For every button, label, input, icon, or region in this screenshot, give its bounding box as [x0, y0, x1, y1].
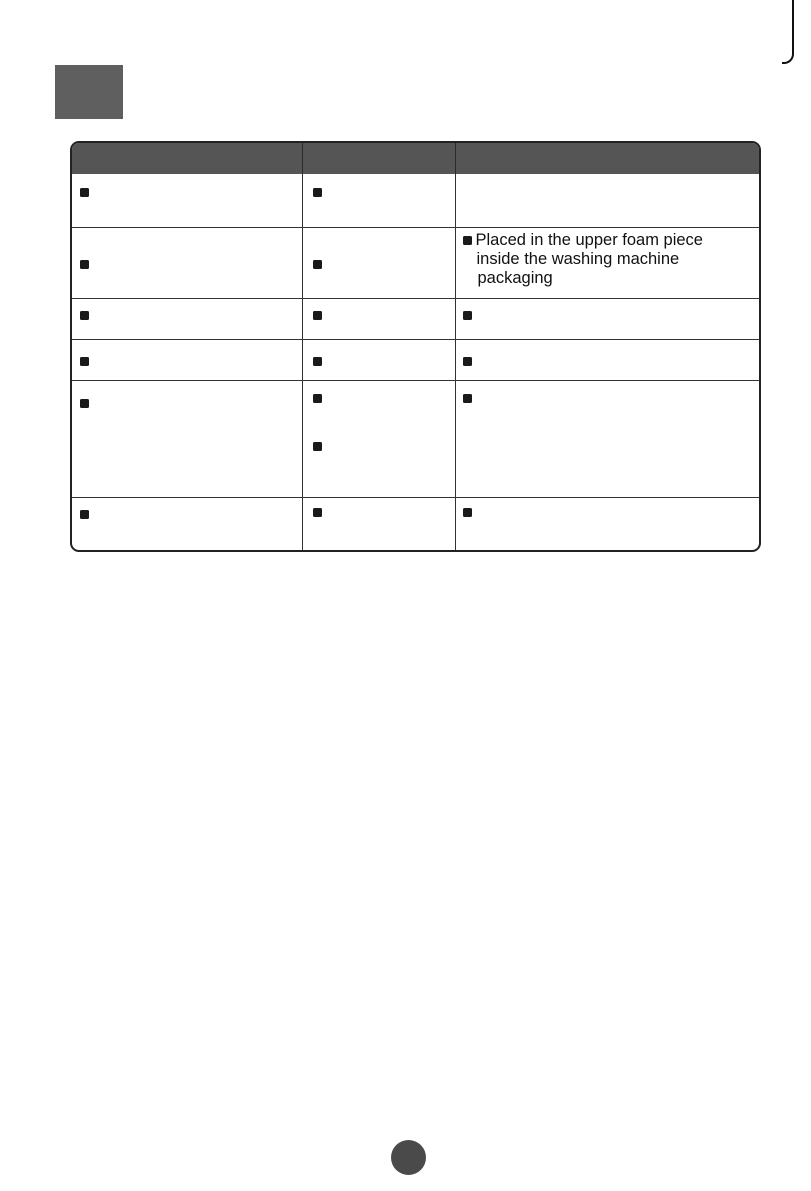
bullet-icon: [463, 236, 472, 245]
page-number-dot: [391, 1140, 426, 1175]
bullet-icon: [80, 188, 89, 197]
table-cell: [302, 380, 455, 497]
table-cell: [455, 227, 759, 298]
bullet-icon: [313, 394, 322, 403]
table-cell: [72, 298, 302, 339]
crop-mark: [782, 0, 794, 64]
table-cell: [455, 298, 759, 339]
table-cell: [455, 339, 759, 380]
table-cell: [455, 497, 759, 552]
bullet-icon: [463, 311, 472, 320]
header-cell-quantity: [302, 143, 455, 174]
table-cell: [72, 339, 302, 380]
bullet-icon: [463, 508, 472, 517]
table-cell: [302, 227, 455, 298]
bullet-icon: [313, 188, 322, 197]
table-cell: [302, 339, 455, 380]
bullet-icon: [80, 260, 89, 269]
table-header-row: [72, 143, 759, 174]
table-row: [72, 227, 759, 298]
bullet-icon: [80, 399, 89, 408]
table-row: [72, 174, 759, 227]
placement-description: [476, 231, 703, 288]
bullet-icon: [313, 260, 322, 269]
table-cell: [72, 497, 302, 552]
table-cell: [72, 227, 302, 298]
table-cell: [72, 380, 302, 497]
table-cell: [455, 380, 759, 497]
table-row: [72, 380, 759, 497]
bullet-icon: [313, 357, 322, 366]
table-row: [72, 339, 759, 380]
table-cell: [72, 174, 302, 227]
bullet-icon: [463, 357, 472, 366]
table-row: [72, 497, 759, 552]
bullet-icon: [463, 394, 472, 403]
header-cell-location: [455, 143, 759, 174]
table-row: [72, 298, 759, 339]
placement-line-3: packaging: [477, 268, 553, 287]
section-number-box: [55, 65, 123, 119]
bullet-icon: [80, 357, 89, 366]
placement-line-2: inside the washing machine: [476, 249, 680, 268]
bullet-icon: [313, 508, 322, 517]
table-cell: [302, 497, 455, 552]
placement-line-1: Placed in the upper foam piece: [475, 230, 703, 249]
table-cell: [302, 298, 455, 339]
bullet-icon: [80, 510, 89, 519]
bullet-icon: [313, 442, 322, 451]
bullet-icon: [80, 311, 89, 320]
table-cell: [302, 174, 455, 227]
accessories-table: [70, 141, 761, 552]
header-cell-name: [72, 143, 302, 174]
bullet-icon: [313, 311, 322, 320]
table-cell: [455, 174, 759, 227]
accessories-grid: [72, 143, 759, 552]
